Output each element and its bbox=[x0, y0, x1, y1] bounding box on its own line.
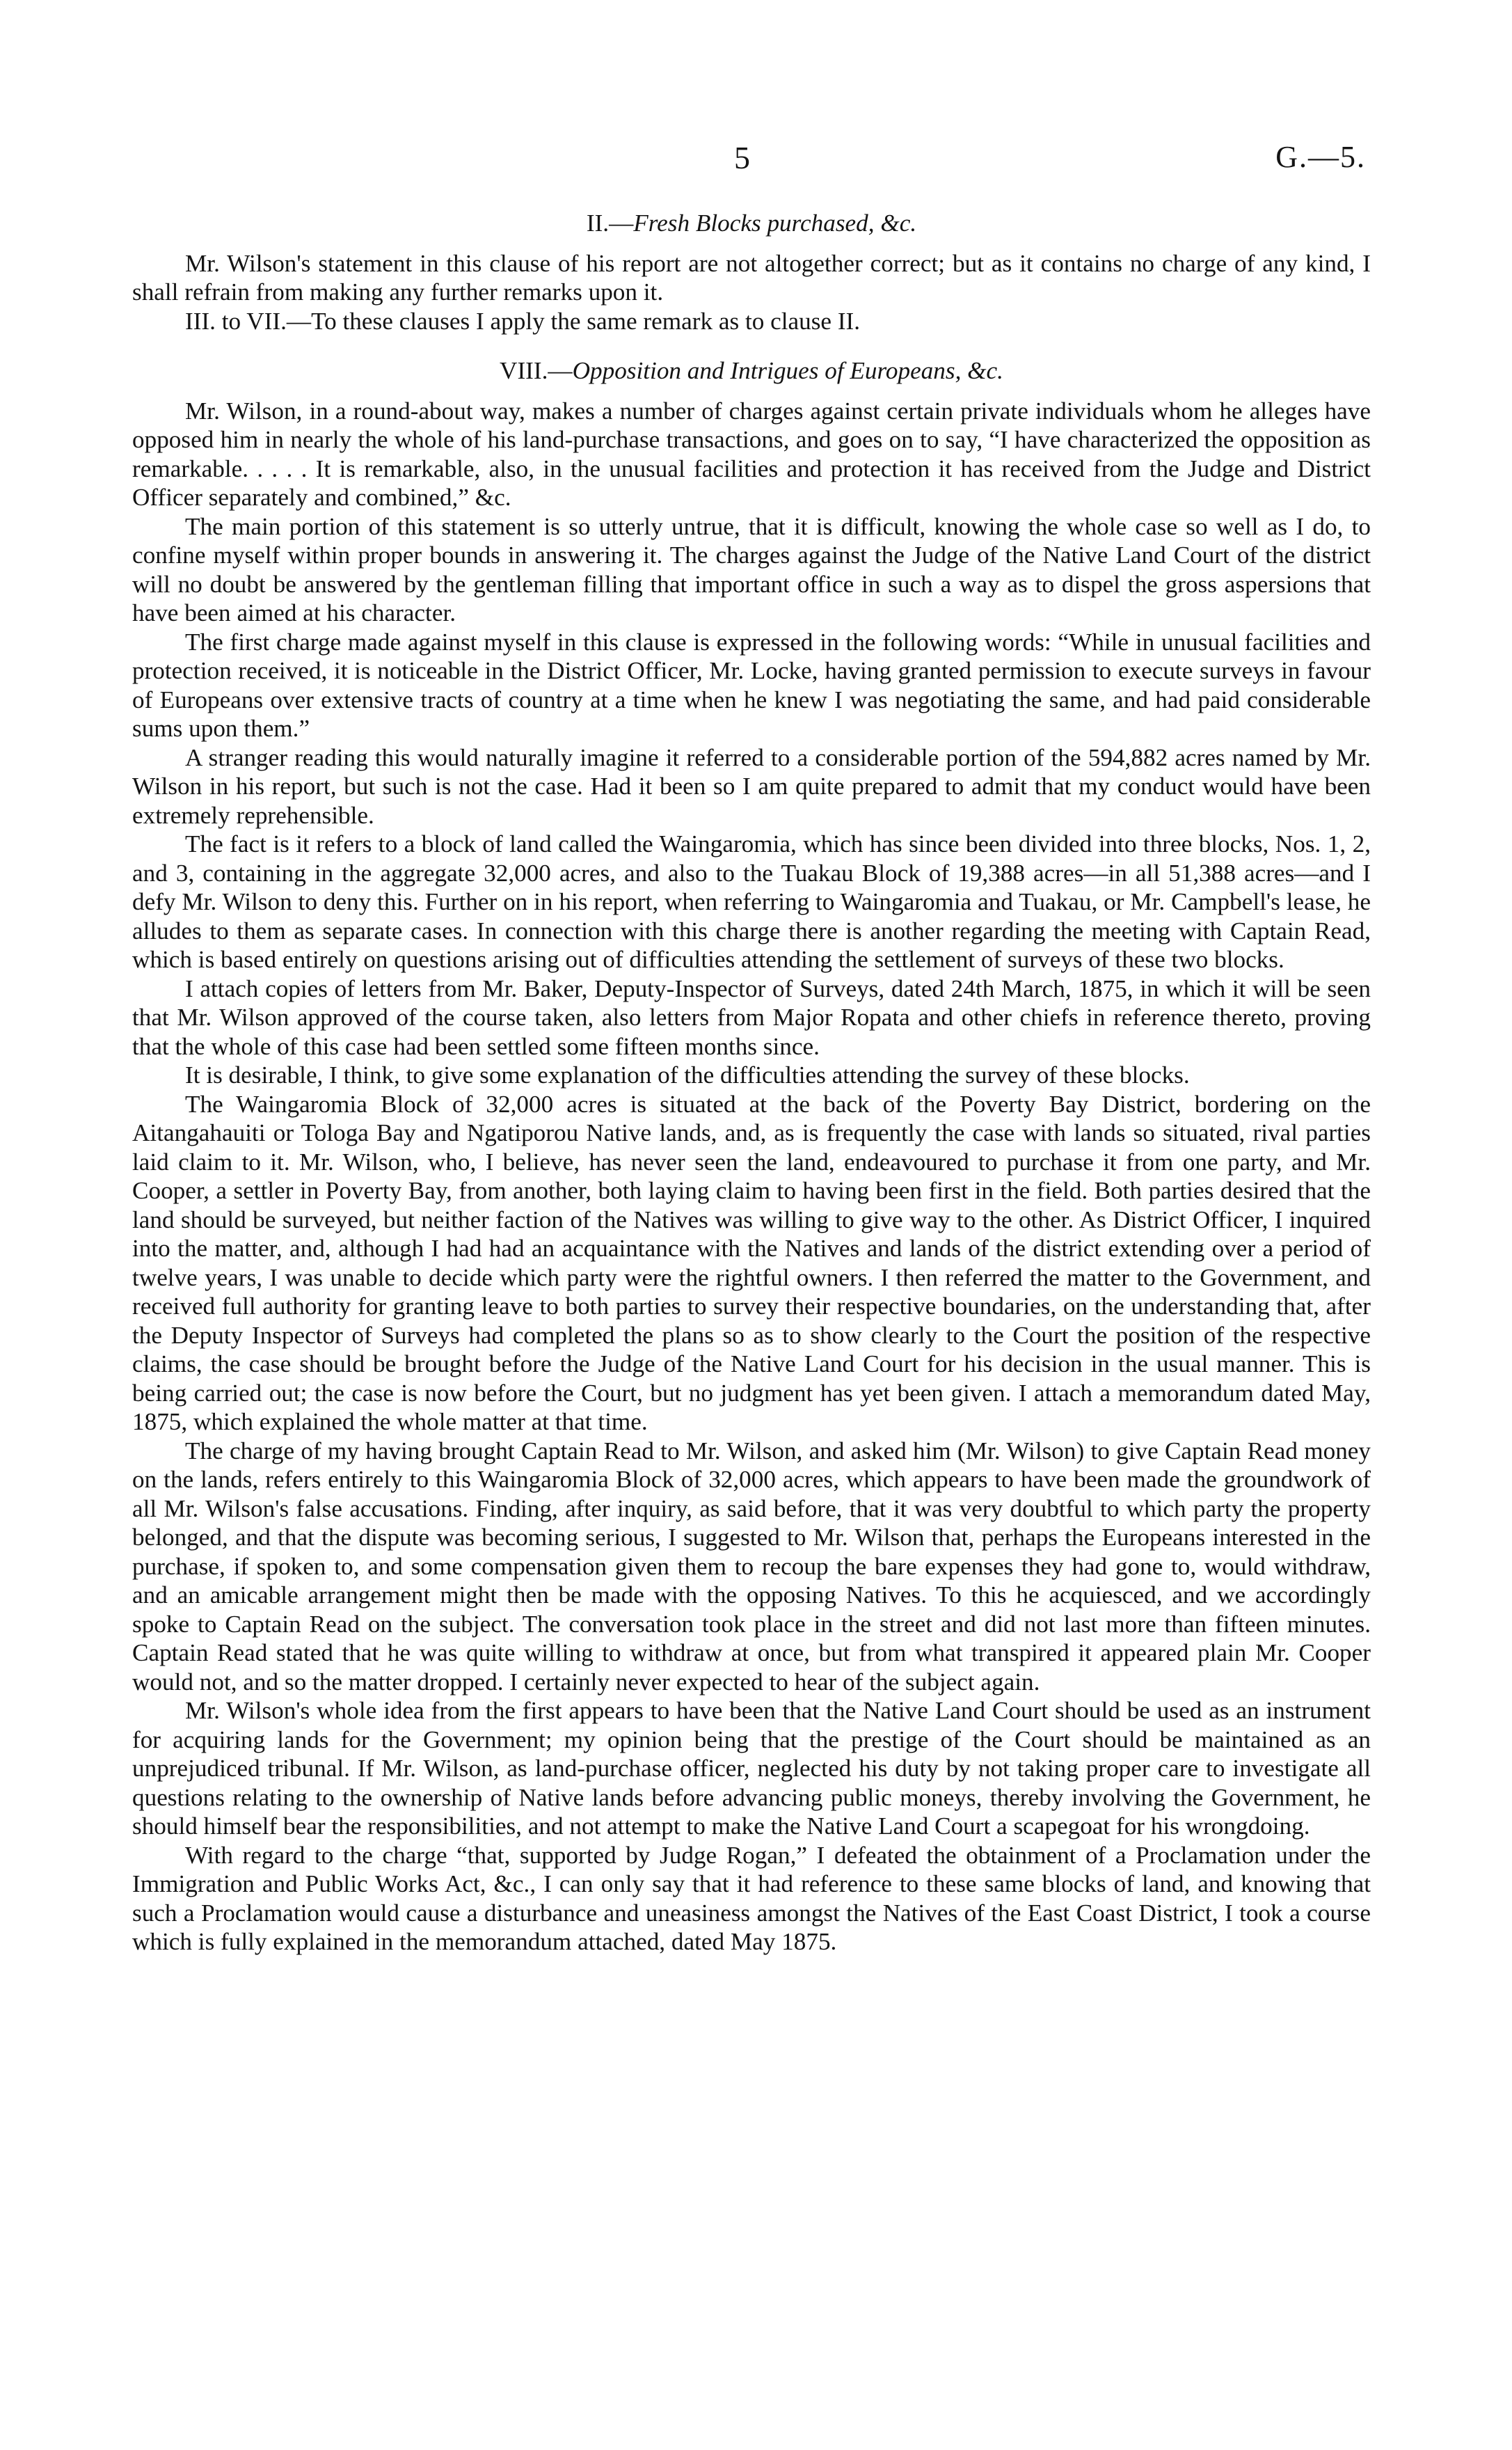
paragraph: With regard to the charge “that, supported by Judge Rogan,” I defeated the obtainment of a Proclamation under the Immigration and Public Works Act, &c., I can only say that it had reference to these same blocks of land, and knowing that such a Proclamation would cause a disturbance and uneasiness amongst the Natives of the East Coast District, I took a course which is fully explained in the memorandum attached, dated May 1875. bbox=[132, 1841, 1371, 1955]
section-title: Opposition and Intrigues of Europeans, &c. bbox=[572, 357, 1003, 384]
paragraph: Mr. Wilson's whole idea from the first appears to have been that the Native Land Court should be used as an instrument for acquiring lands for the Government; my opinion being that the prestige of the Court should be maintained as an unprejudiced tribunal. If Mr. Wilson, as land-purchase officer, neglected his duty by not taking proper care to investigate all questions relating to the ownership of Native lands before advancing public moneys, thereby involving the Government, he should himself bear the responsibilities, and not attempt to make the Native Land Court a scapegoat for his wrongdoing. bbox=[132, 1697, 1371, 1840]
section-heading-opposition bbox=[132, 356, 1371, 386]
document-reference: G.—5. bbox=[1275, 140, 1366, 174]
section-number: II.— bbox=[586, 210, 634, 237]
paragraph: III. to VII.—To these clauses I apply the same remark as to clause II. bbox=[185, 307, 861, 335]
page-header bbox=[0, 139, 1512, 181]
paragraph: Mr. Wilson's statement in this clause of his report are not altogether correct; but as it contains no charge of any kind, I shall refrain from making any further remarks upon it. bbox=[132, 249, 1371, 306]
page-number: 5 bbox=[734, 140, 750, 175]
paragraph: The main portion of this statement is so utterly untrue, that it is difficult, knowing the whole case so well as I do, to confine myself within proper bounds in answering it. The charges against the Judge of the Native Land Court of the district will no doubt be answered by the gentleman filling that important office in such a way as to dispel the gross aspersions that have been aimed at his character. bbox=[132, 512, 1371, 626]
paragraph: The fact is it refers to a block of land called the Waingaromia, which has since been divided into three blocks, Nos. 1, 2, and 3, containing in the aggregate 32,000 acres, and also to the Tuakau Block of 19,388 acres—in all 51,388 acres—and I defy Mr. Wilson to deny this. Further on in his report, when referring to Waingaromia and Tuakau, or Mr. Campbell's lease, he alludes to them as separate cases. In connection with this charge there is another regarding the meeting with Captain Read, which is based entirely on questions arising out of difficulties attending the settlement of surveys of these two blocks. bbox=[132, 830, 1371, 973]
paragraph: I attach copies of letters from Mr. Baker, Deputy-Inspector of Surveys, dated 24th March, 1875, in which it will be seen that Mr. Wilson approved of the course taken, also letters from Major Ropata and other chiefs in reference thereto, proving that the whole of this case had been settled some fifteen months since. bbox=[132, 974, 1371, 1060]
paragraph: Mr. Wilson, in a round-about way, makes a number of charges against certain private individuals whom he alleges have opposed him in nearly the whole of his land-purchase transactions, and goes on to say, “I have characterized the opposition as remarkable. . . . . It is remarkable, also, in the unusual facilities and protection it has received from the Judge and District Officer separately and combined,” &c. bbox=[132, 397, 1371, 511]
paragraph: The first charge made against myself in this clause is expressed in the following words: “While in unusual facilities and protection received, it is noticeable in the District Officer, Mr. Locke, having granted permission to execute surveys in favour of Europeans over extensive tracts of country at a time when he knew I was negotiating the same, and had paid considerable sums upon them.” bbox=[132, 628, 1371, 742]
paragraph: It is desirable, I think, to give some explanation of the difficulties attending the survey of these blocks. bbox=[185, 1061, 1190, 1089]
paragraph: The charge of my having brought Captain Read to Mr. Wilson, and asked him (Mr. Wilson) to give Captain Read money on the lands, refers entirely to this Waingaromia Block of 32,000 acres, which appears to have been made the groundwork of all Mr. Wilson's false accusations. Finding, after inquiry, as said before, that it was very doubtful to which party the property belonged, and that the dispute was becoming serious, I suggested to Mr. Wilson that, perhaps the Europeans interested in the purchase, if spoken to, and some compensation given them to recoup the bare expenses they had gone to, would withdraw, and an amicable arrangement might then be made with the opposing Natives. To this he acquiesced, and we accordingly spoke to Captain Read on the subject. The conversation took place in the street and did not last more than fifteen minutes. Captain Read stated that he was quite willing to withdraw at once, but from what transpired it appeared plain Mr. Cooper would not, and so the matter dropped. I certainly never expected to hear of the subject again. bbox=[132, 1437, 1371, 1696]
section-heading-fresh-blocks bbox=[132, 209, 1371, 238]
paragraph: A stranger reading this would naturally imagine it referred to a considerable portion of the 594,882 acres named by Mr. Wilson in his report, but such is not the case. Had it been so I am quite prepared to admit that my conduct would have been extremely reprehensible. bbox=[132, 743, 1371, 829]
paragraph: The Waingaromia Block of 32,000 acres is situated at the back of the Poverty Bay District, bordering on the Aitangahauiti or Tologa Bay and Ngatiporou Native lands, and, as is frequently the case with lands so situated, rival parties laid claim to it. Mr. Wilson, who, I believe, has never seen the land, endeavoured to purchase it from one party, and Mr. Cooper, a settler in Poverty Bay, from another, both laying claim to having been first in the field. Both parties desired that the land should be surveyed, but neither faction of the Natives was willing to give way to the other. As District Officer, I inquired into the matter, and, although I had had an acquaintance with the Natives and lands of the district extending over a period of twelve years, I was unable to decide which party were the rightful owners. I then referred the matter to the Government, and received full authority for granting leave to both parties to survey their respective boundaries, on the understanding that, after the Deputy Inspector of Surveys had completed the plans so as to show clearly to the Court the position of the respective claims, the case should be brought before the Judge of the Native Land Court for his decision in the usual manner. This is being carried out; the case is now before the Court, but no judgment has yet been given. I attach a memorandum dated May, 1875, which explained the whole matter at that time. bbox=[132, 1090, 1371, 1435]
section-title: Fresh Blocks purchased, &c. bbox=[633, 210, 917, 237]
document-body bbox=[132, 209, 1371, 1957]
section-number: VIII.— bbox=[500, 357, 573, 384]
